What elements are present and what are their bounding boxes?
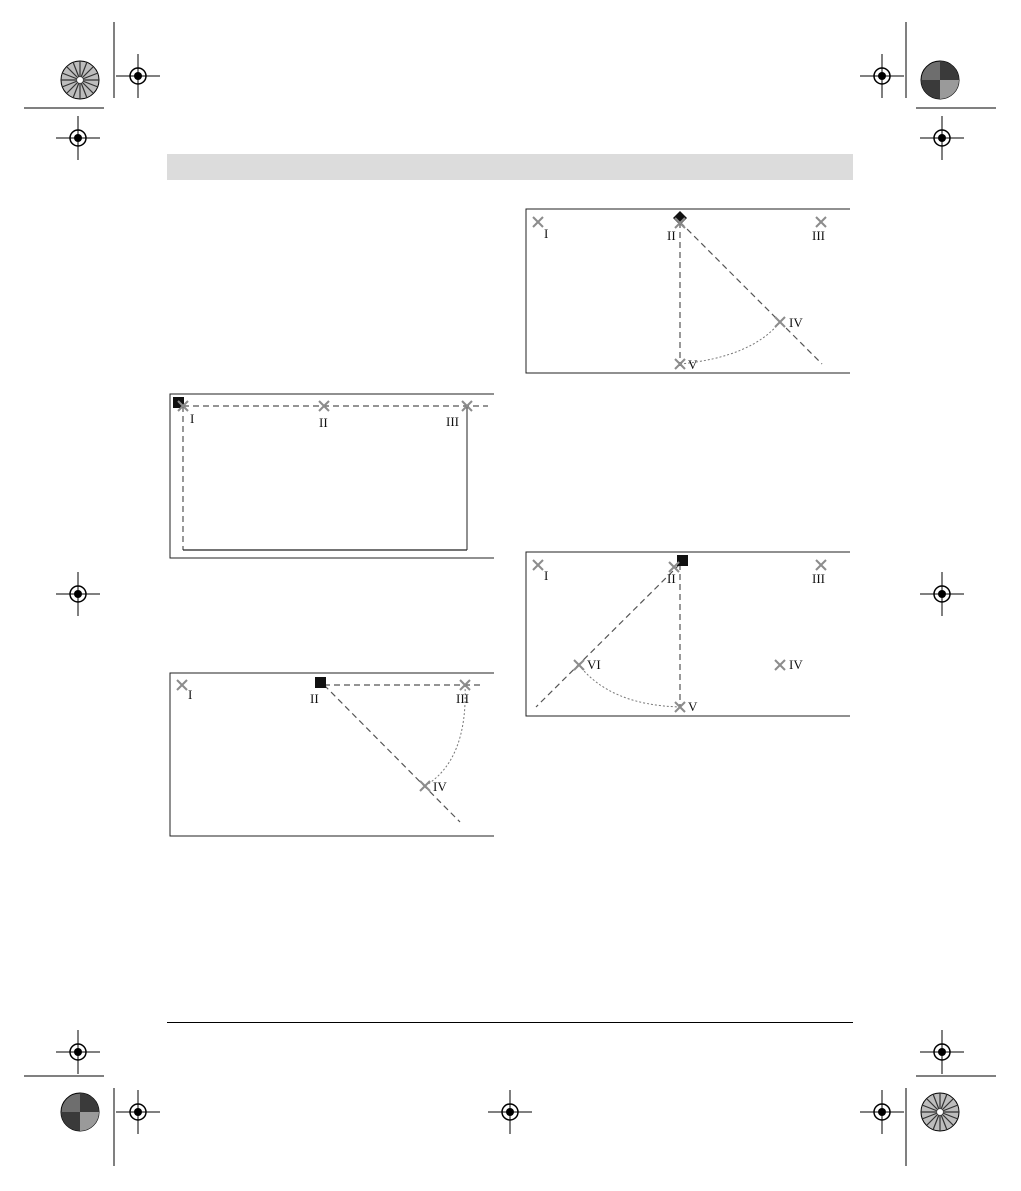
point-label: II [667,228,676,243]
laser-head-icon [677,555,688,566]
laser-line [536,564,680,707]
color-wheel-icon [61,1093,99,1131]
crop-marks [24,22,996,1166]
cross-marker-icon [816,217,826,227]
laser-line [324,685,460,822]
registration-mark-icon [920,572,964,616]
point-label: IV [789,657,803,672]
cross-marker-icon [177,680,187,690]
point-label: V [688,699,698,714]
registration-mark-icon [488,1090,532,1134]
registration-mark-icon [56,1030,100,1074]
cross-marker-icon [420,781,430,791]
figure-b [170,673,494,836]
cross-marker-icon [816,560,826,570]
point-label: VI [587,657,601,672]
point-label: III [456,691,469,706]
registration-mark-icon [920,1030,964,1074]
point-label: I [544,226,549,241]
cross-marker-icon [775,317,785,327]
figure-a [170,394,494,558]
cross-marker-icon [533,217,543,227]
registration-mark-icon [116,1090,160,1134]
laser-head-icon [315,677,326,688]
registration-mark-icon [56,116,100,160]
figure-d [526,552,850,716]
registration-mark-icon [56,572,100,616]
laser-line [680,222,822,364]
point-label: I [188,687,193,702]
point-label: IV [789,315,803,330]
color-wheel-icon [921,61,959,99]
point-label: III [812,571,825,586]
figure-frame [526,552,850,716]
registration-mark-icon [116,54,160,98]
point-label: II [319,415,328,430]
point-label: I [544,568,549,583]
cross-marker-icon [675,359,685,369]
cross-marker-icon [533,560,543,570]
point-label: I [190,411,195,426]
point-label: III [812,228,825,243]
figure-frame [170,673,494,836]
point-label: V [688,357,698,372]
color-wheel-icon [921,1093,959,1131]
point-label: IV [433,779,447,794]
cross-marker-icon [775,660,785,670]
point-label: II [667,571,676,586]
point-label: III [446,414,459,429]
point-label: II [310,691,319,706]
registration-mark-icon [920,116,964,160]
figure-c [526,209,850,373]
registration-mark-icon [860,54,904,98]
registration-mark-icon [860,1090,904,1134]
figure-frame [526,209,850,373]
color-wheel-icon [61,61,99,99]
cross-marker-icon [574,660,584,670]
